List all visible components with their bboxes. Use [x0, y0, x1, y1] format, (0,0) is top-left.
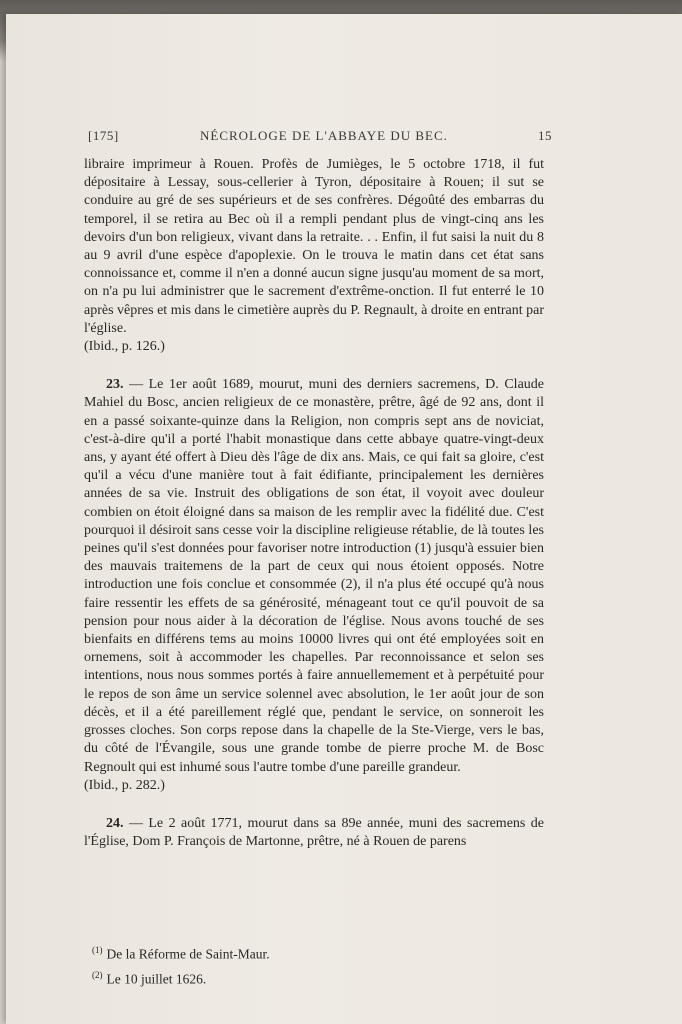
entry-24	[84, 815, 544, 851]
page-number: 15	[538, 128, 552, 143]
entry-number: 23.	[106, 377, 124, 393]
entry-number: 24.	[106, 815, 124, 831]
footnote-mark: (2)	[92, 969, 103, 980]
footnotes	[92, 940, 532, 989]
footnote-1	[92, 940, 532, 965]
continuation-paragraph: libraire imprimeur à Rouen. Profès de Jumièges, le 5 octobre 1718, il fut dépositaire à Lessay, sous-cellerier à Tyron, dépositaire à Rouen; il sut se conduire au gré de ses supérieurs et de ses confrères. Dégoûté des embarras du temporel, il se retira au Bec où il a rempli pendant plus de vingt-cinq ans les devoirs d'un bon religieux, vivant dans la retraite. . . Enfin, il fut saisi la nuit du 8 au 9 avril d'une espèce d'apoplexie. On le trouva le matin dans cet état sans connoissance et, comme il n'en a donné aucun signe jusqu'au moment de sa mort, on n'a pu lui administrer que le sacrement d'extrême-onction. Il fut enterré le 10 après vêpres et mis dans le cimetière auprès du P. Regnault, à droite en entrant par l'église.	[84, 157, 544, 336]
footnote-text: Le 10 juillet 1626.	[106, 971, 207, 986]
footnote-text: De la Réforme de Saint-Maur.	[106, 946, 270, 962]
entry-text: — Le 2 août 1771, mourut dans sa 89e année, muni des sacremens de l'Église, Dom P. François de Martonne, prêtre, né à Rouen de parens	[84, 815, 545, 850]
running-title: NÉCROLOGE DE L'ABBAYE DU BEC.	[200, 128, 448, 143]
running-head	[82, 128, 552, 150]
entry-23	[84, 376, 544, 776]
footnote-2	[92, 965, 532, 990]
citation: (Ibid., p. 282.)	[84, 777, 165, 793]
footnote-mark: (1)	[92, 945, 103, 955]
citation: (Ibid., p. 126.)	[84, 339, 165, 355]
page-bracket-number: [175]	[88, 128, 119, 143]
entry-text: — Le 1er août 1689, mourut, muni des derniers sacremens, D. Claude Mahiel du Bosc, ancien religieux de ce monastère, prêtre, âgé de 92 ans, dont il en a passé soixante-quinze dans la Religion, non compris sept ans de noviciat, c'est-à-dire qu'il a porté l'habit monastique dans cette abbaye quatre-vingt-deux ans, y ayant été offert à Dieu dès l'âge de dix ans. Mais, ce qui fait sa gloire, c'est qu'il a vécu d'une manière tout à fait édifiante, principalement les dernières années de sa vie. Instruit des obligations de son état, il voyoit avec douleur combien on étoit éloigné dans sa maison de les remplir avec la fidélité due. C'est pourquoi il désiroit sans cesse voir la discipline religieuse rétablie, de là toutes les peines qu'il s'est données pour favoriser notre introduction (1) jusqu'à essuier bien des mauvais traitemens de la part de ceux qui nous étoient opposés. Notre introduction une fois conclue et consommée (2), il n'a plus été occupé qu'à nous faire ressentir les effets de sa générosité, ménageant tout ce qu'il pouvoit de sa pension pour nous aider à la décoration de l'église. Nous avons touché de ses bienfaits en différens tems au moins 10000 livres qui ont été employées soit en ornemens, soit à accommoder les chapelles. Par reconnoissance et selon ses intentions, nous nous sommes portés à faire annuellemement et à perpétuité pour le repos de son âme un service solennel avec absolution, le 1er août jour de son décès, et il a été pareillement réglé que, pendant le service, on sonneroit les grosses cloches. Son corps repose dans la chapelle de la Ste-Vierge, vers le bas, du côté de l'Évangile, sous une grande tombe de pierre proche M. de Bosc Regnoult qui est inhumé sous l'autre tombe d'une pareille grandeur.	[84, 377, 544, 775]
body-text	[84, 156, 544, 851]
